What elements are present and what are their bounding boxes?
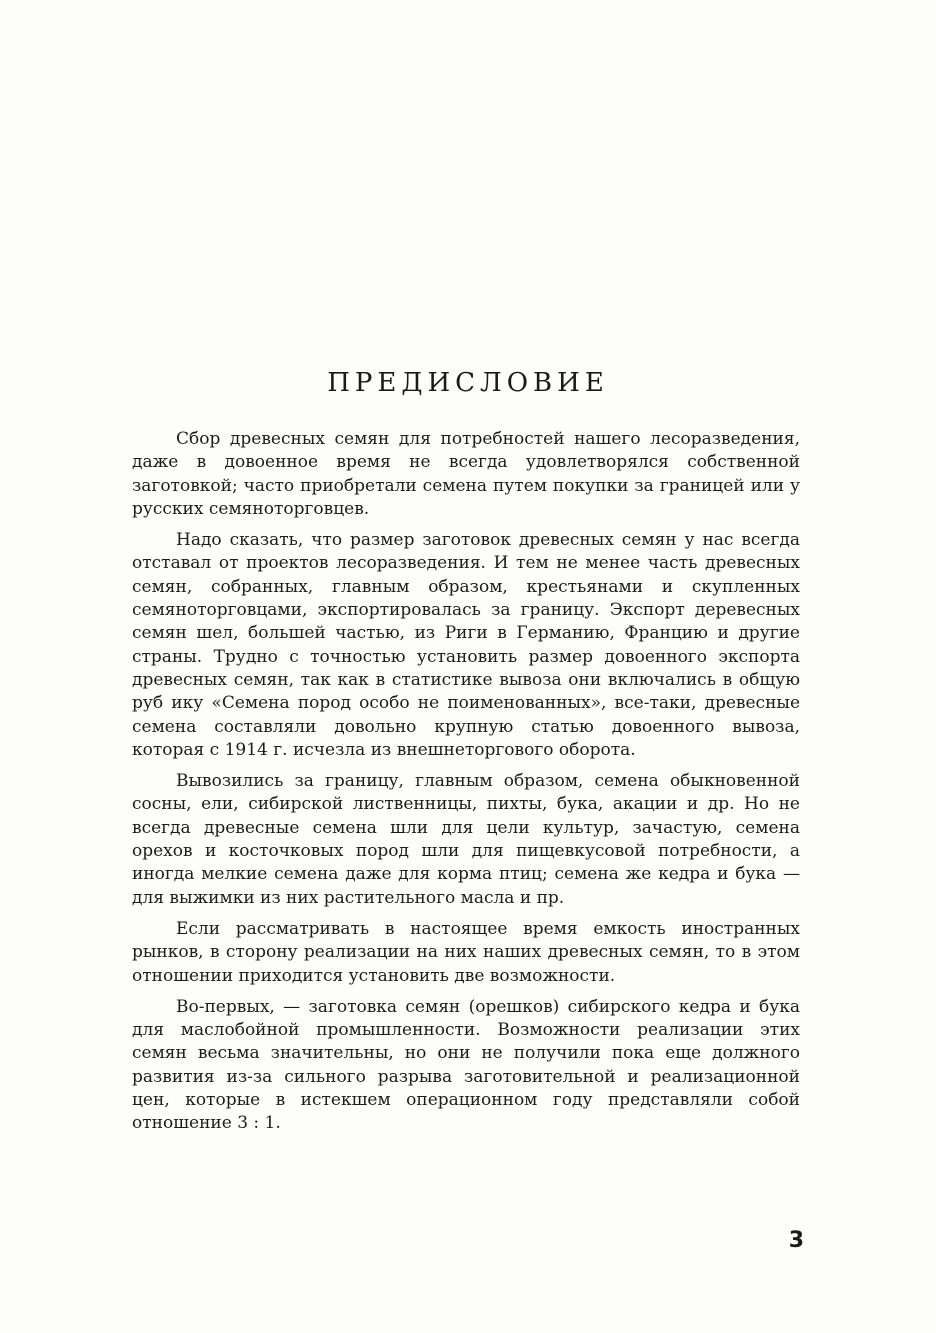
paragraph-4: Если рассматривать в настоящее время емкость иностранных рынков, в сторону реализации на них наших древесных семян, то в этом отношении приходится установить две возможности.: [132, 918, 800, 986]
page-title: ПРЕДИСЛОВИЕ: [327, 368, 609, 398]
paragraph-2: Надо сказать, что размер заготовок древесных семян у нас всегда отставал от проектов лесоразведения. И тем не менее часть древесных семян, собранных, главным образом, крестьянами и скупленных семяноторговцами, экспортировалась за границу. Экспорт деревесных семян шел, большей частью, из Риги в Германию, Францию и другие страны. Трудно с точностью установить размер довоенного экспорта древесных семян, так как в статистике вывоза они включались в общую руб ику «Семена пород особо не поименованных», все-таки, древесные семена составляли довольно крупную статью довоенного вывоза, которая с 1914 г. исчезла из внешнеторгового оборота.: [132, 530, 800, 760]
body-text: [132, 428, 800, 1144]
paragraph-3: Вывозились за границу, главным образом, семена обыкновенной сосны, ели, сибирской лиственницы, пихты, бука, акации и др. Но не всегда древесные семена шли для цели культур, зачастую, семена орехов и косточковых пород шли для пищевкусовой потребности, а иногда мелкие семена даже для корма птиц; семена же кедра и бука — для выжимки из них растительного масла и пр.: [132, 771, 800, 908]
paragraph-1: Сбор древесных семян для потребностей нашего лесоразведения, даже в довоенное время не всегда удовлетворялся собственной заготовкой; часто приобретали семена путем покупки за границей или у русских семяноторговцев.: [132, 429, 800, 519]
paragraph-5: Во-первых, — заготовка семян (орешков) сибирского кедра и бука для маслобойной промышленности. Возможности реализации этих семян весьма значительны, но они не получили пока еще должного развития из-за сильного разрыва заготовительной и реализационной цен, которые в истекшем операционном году представляли собой отношение 3 : 1.: [132, 996, 800, 1134]
page-number: 3: [788, 1228, 804, 1253]
